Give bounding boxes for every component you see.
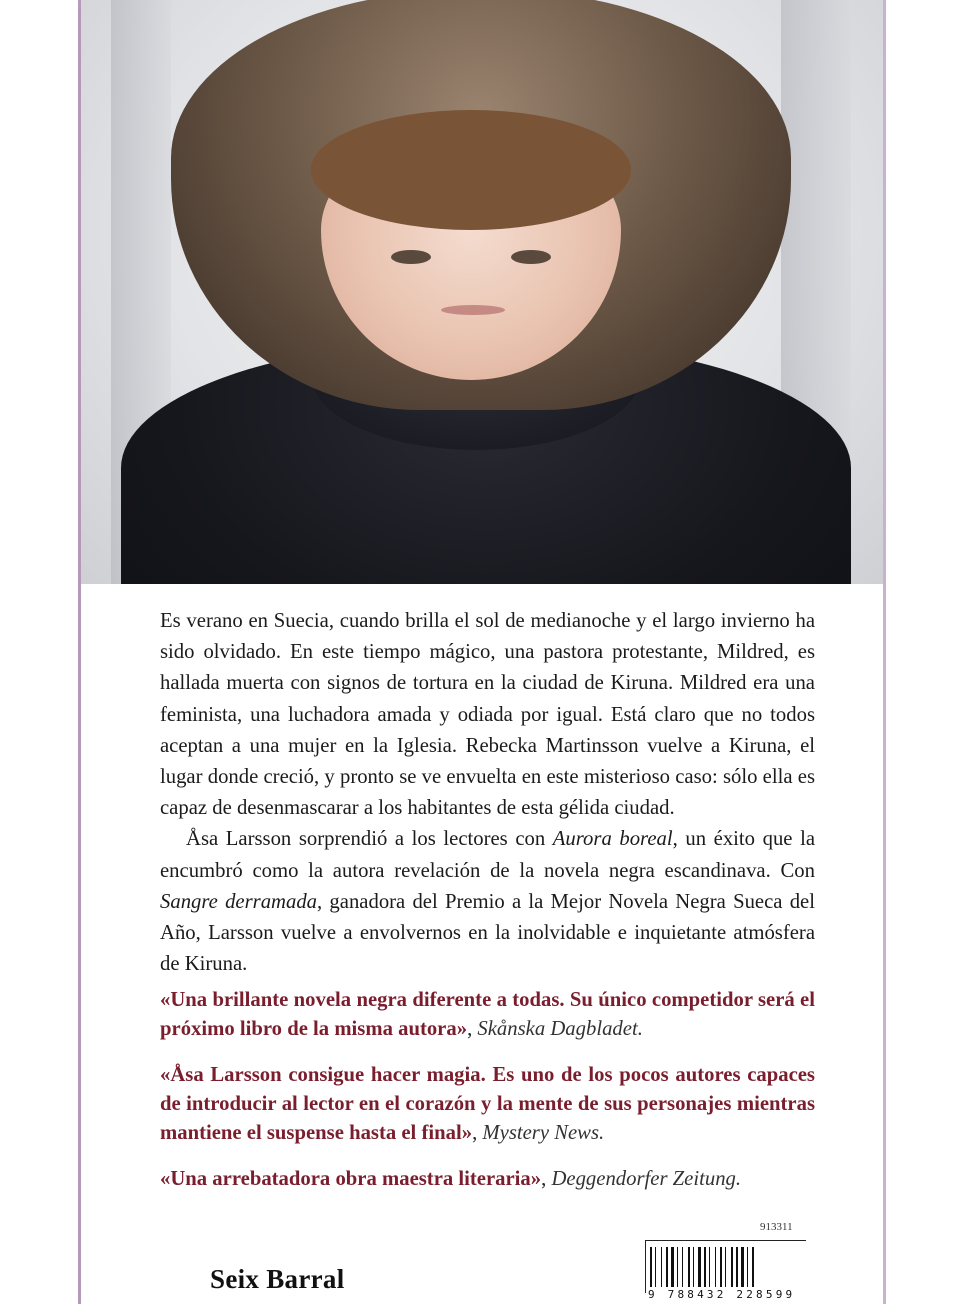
book-title-sangre: Sangre derramada: [160, 890, 318, 913]
author-photo: [81, 0, 883, 584]
barcode-bar: [752, 1247, 754, 1287]
press-quotes: [160, 986, 815, 1211]
barcode-bar: [666, 1247, 668, 1287]
quote-separator: ,: [472, 1122, 483, 1144]
synopsis: [160, 606, 815, 980]
barcode-bar: [650, 1247, 652, 1287]
barcode-bar: [704, 1247, 706, 1287]
barcode-bar: [677, 1247, 678, 1287]
hair: [311, 110, 631, 230]
mouth: [441, 305, 505, 315]
press-quote: [160, 1165, 815, 1194]
barcode-bar: [741, 1247, 744, 1287]
barcode-bar: [747, 1247, 748, 1287]
barcode-bar: [661, 1247, 662, 1287]
barcode-bar: [736, 1247, 738, 1287]
quote-separator: ,: [541, 1168, 552, 1190]
barcode-bar: [682, 1247, 683, 1287]
right-eye: [511, 250, 551, 264]
barcode-bar: [655, 1247, 656, 1287]
synopsis-p2-a: Åsa Larsson sorprendió a los lectores con: [186, 828, 553, 851]
synopsis-paragraph-2: [160, 824, 815, 980]
barcode-bar: [698, 1247, 701, 1287]
quote-text: «Åsa Larsson consigue hacer magia. Es uno de los pocos autores capaces de introducir al lector en el corazón y la mente de sus personajes mientras mantiene el suspense hasta el final»: [160, 1064, 815, 1144]
barcode-bar: [720, 1247, 722, 1287]
barcode-bar: [688, 1247, 690, 1287]
barcode-digits: 9 788432 228599: [648, 1288, 796, 1301]
quote-source: Deggendorfer Zeitung.: [551, 1168, 742, 1190]
barcode-bar: [693, 1247, 694, 1287]
barcode-bar: [715, 1247, 716, 1287]
left-eye: [391, 250, 431, 264]
quote-text: «Una brillante novela negra diferente a todas. Su único competidor será el próximo libro de la misma autora»: [160, 989, 815, 1040]
book-title-aurora: Aurora boreal: [552, 828, 673, 851]
publisher-logo: Seix Barral: [210, 1264, 345, 1294]
barcode-bar: [731, 1247, 733, 1287]
barcode-bar: [725, 1247, 726, 1287]
synopsis-paragraph-1: Es verano en Suecia, cuando brilla el sol de medianoche y el largo invierno ha sido olvidado. En este tiempo mágico, una pastora protestante, Mildred, es hallada muerta con signos de tortura en la ciudad de Kiruna. Mildred era una feminista, una luchadora amada y odiada por igual. Está claro que no todos aceptan a una mujer en la Iglesia. Rebecka Martinsson vuelve a Kiruna, el lugar donde creció, y pronto se ve envuelta en este misterioso caso: sólo ella es capaz de desenmascarar a los habitantes de esta gélida ciudad.: [160, 610, 815, 820]
quote-source: Mystery News.: [482, 1122, 605, 1144]
synopsis-p2-c: , ganadora del Premio a la Mejor Novela Negra Sueca del Año, Larsson vuelve a envolvernos en la inolvidable e inquietante atmósfera de Kiruna.: [160, 890, 815, 976]
right-margin: [883, 0, 963, 1304]
product-code: 913311: [760, 1221, 793, 1233]
barcode: [645, 1240, 806, 1293]
left-margin: [0, 0, 81, 1304]
barcode-bar: [671, 1247, 674, 1287]
quote-separator: ,: [467, 1018, 478, 1040]
synopsis-p2-b: , un éxito que la encumbró como la autora revelación de la novela negra escandinava. Con: [160, 828, 815, 882]
barcode-bar: [709, 1247, 710, 1287]
quote-text: «Una arrebatadora obra maestra literaria»: [160, 1168, 542, 1190]
press-quote: [160, 1061, 815, 1148]
quote-source: Skånska Dagbladet.: [477, 1018, 643, 1040]
press-quote: [160, 986, 815, 1044]
